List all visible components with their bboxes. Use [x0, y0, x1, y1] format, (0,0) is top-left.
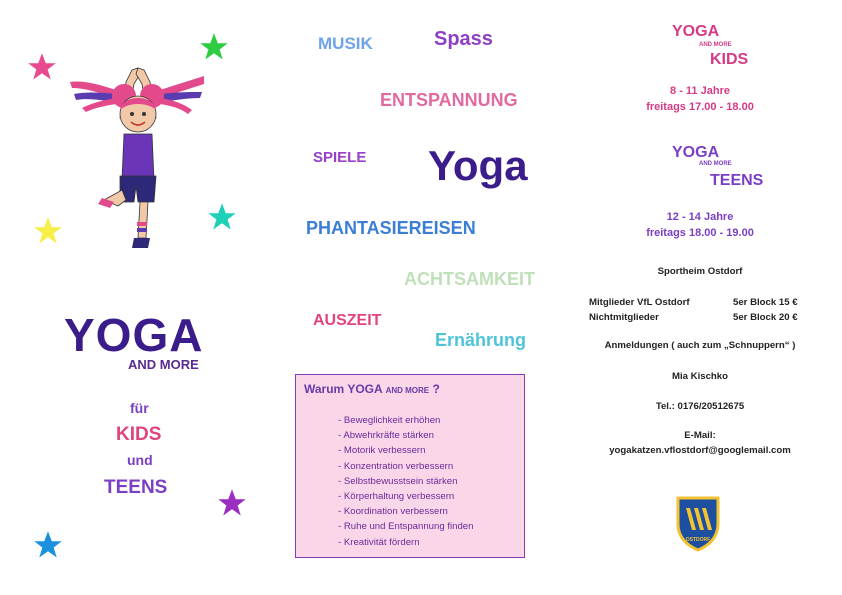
email: yogakatzen.vflostdorf@googlemail.com: [609, 445, 791, 456]
location: Sportheim Ostdorf: [657, 266, 743, 277]
kids-group: KIDS: [710, 51, 749, 68]
teens-ages: 12 - 14 Jahre: [666, 211, 734, 223]
teens-and-more: AND MORE: [699, 161, 732, 167]
word-yoga: Yoga: [428, 142, 528, 189]
members-label: Mitglieder VfL Ostdorf: [589, 297, 690, 308]
teens-group: TEENS: [710, 172, 764, 189]
members-price: 5er Block 15 €: [733, 297, 798, 308]
teens-yoga: YOGA: [672, 144, 720, 161]
star-icon: [206, 202, 238, 232]
left-kids: KIDS: [116, 424, 162, 445]
list-item: - Kreativität fördern: [338, 536, 420, 548]
kids-and-more: AND MORE: [699, 42, 732, 48]
word-spiele: SPIELE: [313, 149, 367, 166]
list-item: - Beweglichkeit erhöhen: [338, 415, 441, 426]
why-title-end: ?: [432, 382, 440, 396]
registration: Anmeldungen ( auch zum „Schnuppern“ ): [604, 340, 796, 351]
star-icon: [216, 488, 248, 518]
left-title: YOGA: [64, 309, 204, 361]
why-title: [304, 382, 440, 396]
star-icon: [198, 32, 230, 62]
star-icon: [32, 216, 64, 246]
left-und: und: [127, 452, 153, 468]
star-icon: [32, 530, 64, 560]
nonmembers-label: Nichtmitglieder: [589, 312, 659, 323]
list-item: - Motorik verbessern: [338, 445, 426, 457]
word-achtsamkeit: ACHTSAMKEIT: [404, 269, 535, 289]
teens-time: freitags 18.00 - 19.00: [646, 227, 754, 239]
list-item: - Abwehrkräfte stärken: [338, 430, 434, 442]
word-ernaehrung: Ernährung: [435, 330, 527, 350]
star-icon: [26, 52, 58, 82]
nonmembers-price: 5er Block 20 €: [733, 312, 798, 323]
kids-yoga: YOGA: [672, 23, 720, 40]
why-title-small: AND MORE: [385, 386, 430, 395]
left-teens: TEENS: [104, 477, 168, 498]
word-phantasiereisen: PHANTASIEREISEN: [306, 218, 476, 238]
email-label: E-Mail:: [684, 430, 716, 441]
left-subtitle: AND MORE: [128, 357, 199, 372]
word-musik: MUSIK: [318, 34, 373, 53]
list-item: - Körperhaltung verbessern: [338, 491, 455, 503]
list-item: - Koordination verbessern: [338, 506, 448, 518]
yoga-girl-illustration: [68, 62, 208, 254]
kids-ages: 8 - 11 Jahre: [670, 85, 730, 97]
word-auszeit: AUSZEIT: [313, 312, 382, 329]
phone: Tel.: 0176/20512675: [655, 401, 745, 412]
why-list: [338, 413, 473, 550]
left-fuer: für: [130, 400, 149, 416]
why-title-main: Warum YOGA: [304, 382, 383, 396]
club-logo-icon: [674, 494, 722, 552]
list-item: - Ruhe und Entspannung finden: [338, 521, 474, 533]
contact-name: Mia Kischko: [672, 371, 728, 382]
word-entspannung: ENTSPANNUNG: [380, 90, 518, 110]
logo-text: OSTDORF: [685, 537, 711, 543]
word-spass: Spass: [434, 28, 493, 50]
why-box: [295, 374, 525, 558]
kids-time: freitags 17.00 - 18.00: [646, 101, 754, 113]
list-item: - Selbstbewusstsein stärken: [338, 475, 458, 487]
list-item: - Konzentration verbessern: [338, 460, 454, 472]
